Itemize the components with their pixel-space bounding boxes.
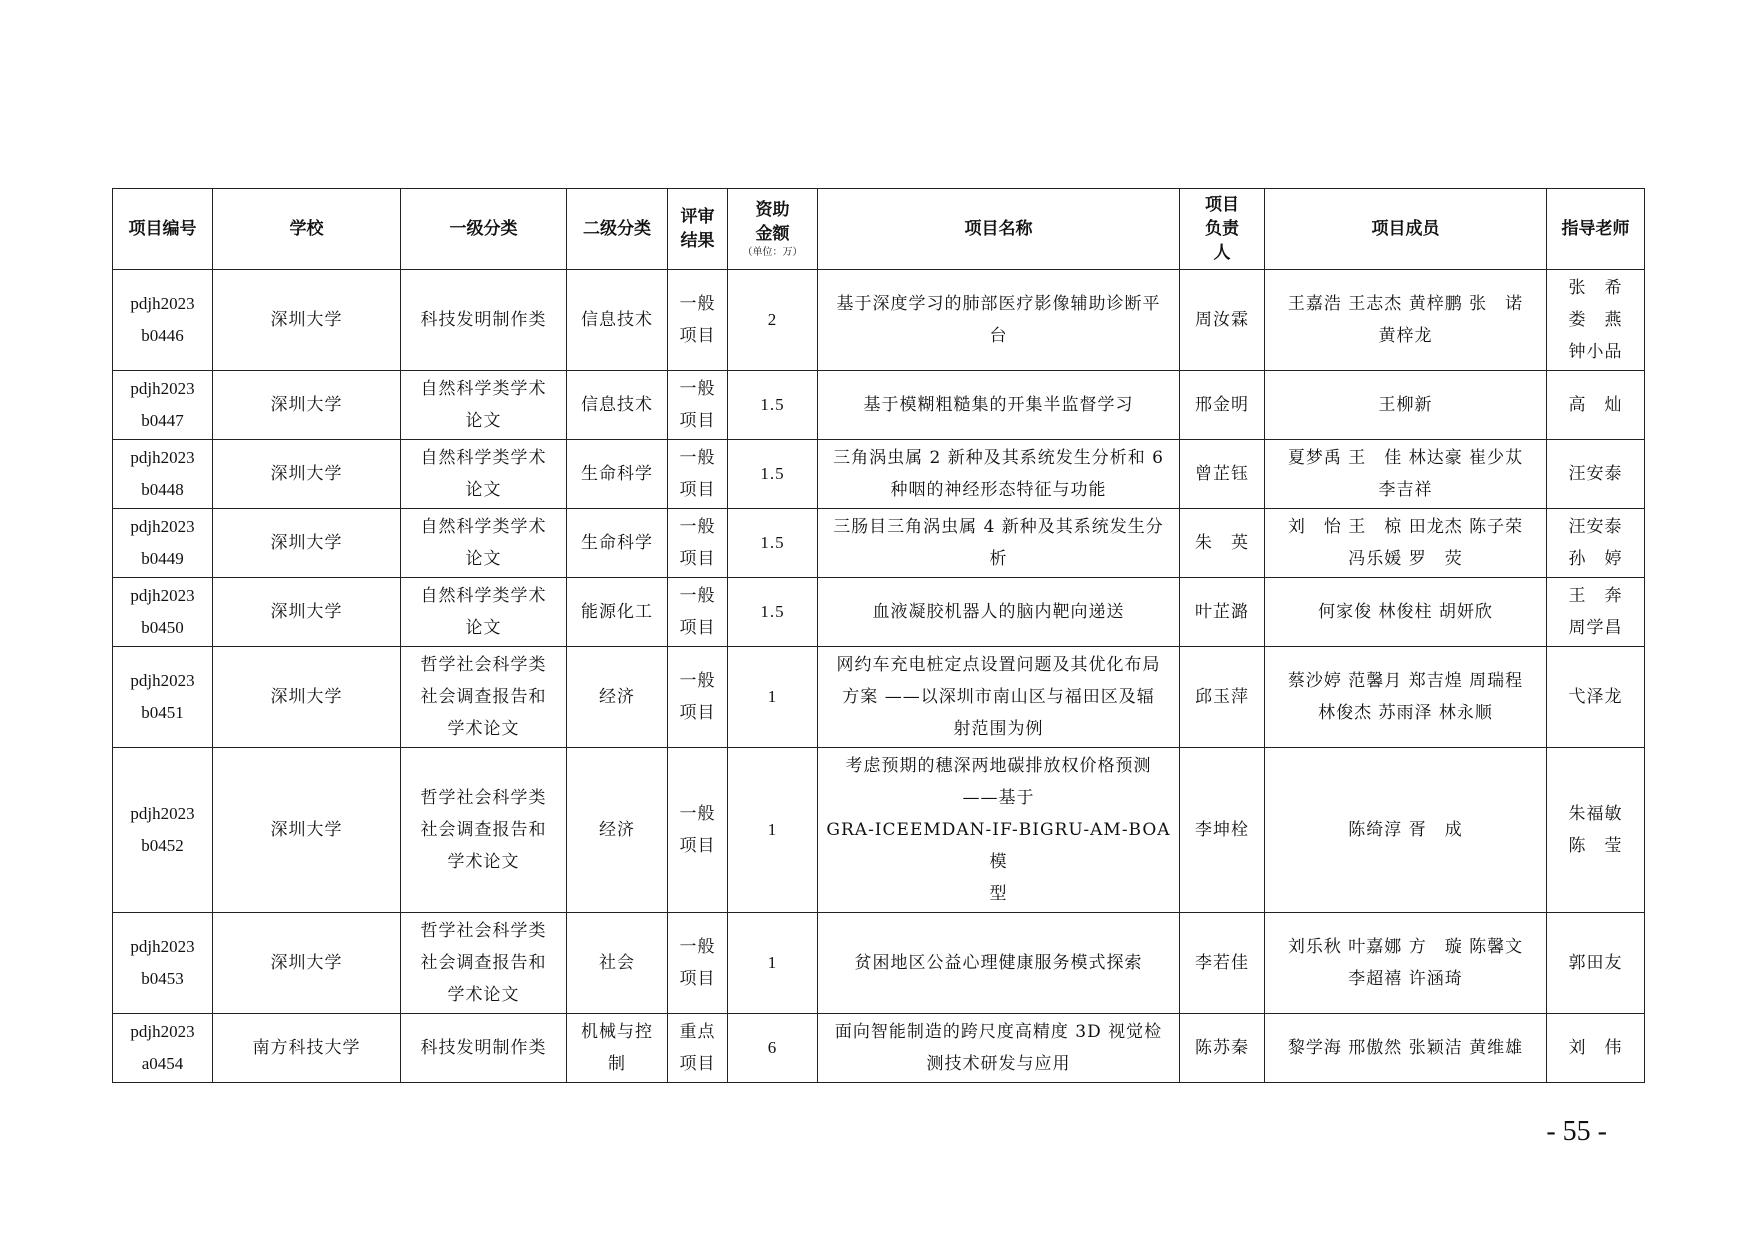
cell-code	[113, 509, 213, 578]
cell-advisor	[1547, 578, 1645, 647]
cell-advisor-line: 汪安泰	[1568, 517, 1623, 537]
cell-funding: 1.5	[728, 440, 818, 509]
cell-result	[668, 371, 728, 440]
cell-result-line: 一般	[679, 517, 716, 537]
cell-project-name	[818, 1014, 1180, 1083]
cell-members-line: 王柳新	[1378, 395, 1433, 415]
cell-school: 深圳大学	[213, 440, 401, 509]
cell-members-line: 黎学海 邢傲然 张颖洁 黄维雄	[1287, 1038, 1524, 1058]
cell-category1-line: 科技发明制作类	[420, 1038, 547, 1058]
cell-category2	[567, 647, 668, 748]
cell-code-line: b0448	[141, 480, 184, 499]
cell-members	[1265, 578, 1547, 647]
cell-code-line: pdjh2023	[130, 294, 195, 313]
header-row	[113, 189, 1645, 270]
cell-project-name-line: 三肠目三角涡虫属 4 新种及其系统发生分	[833, 517, 1164, 537]
cell-category1-line: 哲学社会科学类	[420, 655, 547, 675]
cell-members-line: 何家俊 林俊柱 胡妍欣	[1318, 602, 1493, 622]
cell-funding: 1.5	[728, 578, 818, 647]
cell-advisor	[1547, 748, 1645, 913]
header-category2: 二级分类	[567, 189, 668, 270]
cell-school: 深圳大学	[213, 748, 401, 913]
cell-result-line: 一般	[679, 294, 716, 314]
cell-code-line: pdjh2023	[130, 1022, 195, 1041]
cell-category1-line: 学术论文	[447, 985, 520, 1005]
cell-category1-line: 社会调查报告和	[420, 953, 547, 973]
cell-code-line: pdjh2023	[130, 586, 195, 605]
cell-members-line: 王嘉浩 王志杰 黄梓鹏 张 诺	[1287, 294, 1524, 314]
cell-advisor	[1547, 509, 1645, 578]
cell-members-line: 陈绮淳 胥 成	[1348, 820, 1463, 840]
cell-code-line: b0453	[141, 969, 184, 988]
cell-leader: 邱玉萍	[1180, 647, 1265, 748]
cell-result-line: 项目	[679, 703, 716, 723]
cell-project-name-line: 考虑预期的穗深两地碳排放权价格预测	[845, 756, 1152, 776]
cell-category1	[401, 371, 567, 440]
cell-category1	[401, 509, 567, 578]
cell-category1	[401, 270, 567, 371]
cell-result-line: 一般	[679, 448, 716, 468]
cell-advisor-line: 娄 燕	[1568, 310, 1623, 330]
cell-category2	[567, 578, 668, 647]
cell-leader: 朱 英	[1180, 509, 1265, 578]
cell-members	[1265, 509, 1547, 578]
table-row	[113, 578, 1645, 647]
table-row	[113, 748, 1645, 913]
page-number: - 55 -	[1546, 1116, 1607, 1147]
cell-leader: 周汝霖	[1180, 270, 1265, 371]
cell-code	[113, 371, 213, 440]
header-school: 学校	[213, 189, 401, 270]
header-leader-text: 项目 负责 人	[1205, 195, 1239, 263]
header-funding-unit: （单位：万）	[742, 247, 803, 258]
cell-result-line: 一般	[679, 586, 716, 606]
cell-code	[113, 1014, 213, 1083]
cell-code	[113, 440, 213, 509]
project-table	[112, 188, 1645, 1083]
cell-members-line: 刘 怡 王 椋 田龙杰 陈子荣	[1287, 517, 1524, 537]
cell-category1-line: 科技发明制作类	[420, 310, 547, 330]
cell-members	[1265, 647, 1547, 748]
table-row	[113, 913, 1645, 1014]
cell-code	[113, 578, 213, 647]
cell-category1	[401, 748, 567, 913]
cell-members	[1265, 913, 1547, 1014]
cell-code-line: b0451	[141, 703, 184, 722]
cell-result-line: 项目	[679, 969, 716, 989]
cell-result	[668, 748, 728, 913]
cell-category1	[401, 440, 567, 509]
header-members: 项目成员	[1265, 189, 1547, 270]
table-header	[113, 189, 1645, 270]
table-row	[113, 270, 1645, 371]
cell-result-line: 一般	[679, 671, 716, 691]
cell-funding: 2	[728, 270, 818, 371]
cell-members	[1265, 440, 1547, 509]
cell-advisor	[1547, 913, 1645, 1014]
cell-funding: 1	[728, 748, 818, 913]
cell-members	[1265, 270, 1547, 371]
cell-category2-line: 社会	[599, 953, 635, 973]
cell-result-line: 一般	[679, 379, 716, 399]
cell-advisor-line: 高 灿	[1568, 395, 1623, 415]
cell-leader: 李坤栓	[1180, 748, 1265, 913]
cell-advisor-line: 钟小品	[1568, 342, 1623, 362]
cell-category1-line: 社会调查报告和	[420, 820, 547, 840]
table-body	[113, 270, 1645, 1083]
cell-category1	[401, 647, 567, 748]
project-table-container	[112, 188, 1644, 1083]
cell-advisor-line: 陈 莹	[1568, 836, 1623, 856]
header-code: 项目编号	[113, 189, 213, 270]
cell-result-line: 项目	[679, 326, 716, 346]
cell-advisor	[1547, 270, 1645, 371]
cell-leader: 李若佳	[1180, 913, 1265, 1014]
cell-code-line: b0450	[141, 618, 184, 637]
cell-advisor-line: 张 希	[1568, 278, 1623, 298]
cell-result-line: 一般	[679, 804, 716, 824]
cell-category1-line: 论文	[465, 480, 502, 500]
cell-project-name-line: 贫困地区公益心理健康服务模式探索	[854, 953, 1143, 973]
cell-project-name-line: 基于模糊粗糙集的开集半监督学习	[863, 395, 1134, 415]
header-funding-text: 资助 金额	[755, 200, 790, 244]
cell-project-name	[818, 913, 1180, 1014]
cell-category2-line: 生命科学	[581, 464, 653, 484]
cell-project-name-line: 析	[989, 549, 1008, 569]
cell-school: 深圳大学	[213, 913, 401, 1014]
cell-category2-line: 信息技术	[581, 395, 653, 415]
cell-advisor-line: 朱福敏	[1568, 804, 1623, 824]
cell-project-name-line: 射范围为例	[953, 719, 1044, 739]
cell-category2-line: 能源化工	[581, 602, 653, 622]
cell-leader: 邢金明	[1180, 371, 1265, 440]
cell-members-line: 夏梦禹 王 佳 林达豪 崔少苁	[1287, 448, 1524, 468]
cell-result-line: 一般	[679, 937, 716, 957]
cell-project-name	[818, 578, 1180, 647]
cell-result-line: 项目	[679, 549, 716, 569]
cell-code-line: pdjh2023	[130, 804, 195, 823]
cell-funding: 1.5	[728, 371, 818, 440]
cell-members-line: 林俊杰 苏雨泽 林永顺	[1318, 703, 1493, 723]
cell-category2-line: 生命科学	[581, 533, 653, 553]
cell-result	[668, 509, 728, 578]
cell-category1-line: 论文	[465, 618, 502, 638]
cell-project-name-line: ——基于	[962, 788, 1035, 808]
cell-category1	[401, 1014, 567, 1083]
cell-project-name-line: 方案 ——以深圳市南山区与福田区及辐	[842, 687, 1155, 707]
cell-category2	[567, 371, 668, 440]
cell-members-line: 李超禧 许涵琦	[1348, 969, 1463, 989]
cell-category1-line: 哲学社会科学类	[420, 921, 547, 941]
cell-advisor-line: 郭田友	[1568, 953, 1623, 973]
cell-project-name	[818, 509, 1180, 578]
cell-school: 深圳大学	[213, 371, 401, 440]
cell-category1-line: 自然科学类学术	[420, 379, 547, 399]
cell-category1-line: 论文	[465, 411, 502, 431]
cell-project-name-line: 台	[989, 326, 1008, 346]
cell-members	[1265, 1014, 1547, 1083]
cell-category2-line: 信息技术	[581, 310, 653, 330]
table-row	[113, 1014, 1645, 1083]
cell-category2-line: 制	[608, 1054, 626, 1074]
cell-leader: 陈苏秦	[1180, 1014, 1265, 1083]
cell-category1	[401, 578, 567, 647]
cell-result-line: 项目	[679, 836, 716, 856]
header-category1: 一级分类	[401, 189, 567, 270]
cell-members-line: 蔡沙婷 范馨月 郑吉煌 周瑞程	[1287, 671, 1524, 691]
cell-category2	[567, 270, 668, 371]
cell-result-line: 项目	[679, 411, 716, 431]
cell-code-line: b0447	[141, 411, 184, 430]
cell-funding: 1	[728, 647, 818, 748]
cell-members	[1265, 748, 1547, 913]
cell-members-line: 冯乐媛 罗 荧	[1348, 549, 1463, 569]
cell-project-name-line: 血液凝胶机器人的脑内靶向递送	[872, 602, 1125, 622]
cell-category1-line: 哲学社会科学类	[420, 788, 547, 808]
cell-school: 深圳大学	[213, 578, 401, 647]
header-name: 项目名称	[818, 189, 1180, 270]
header-leader	[1180, 189, 1265, 270]
cell-advisor	[1547, 371, 1645, 440]
cell-code-line: pdjh2023	[130, 379, 195, 398]
table-row	[113, 647, 1645, 748]
cell-code-line: pdjh2023	[130, 517, 195, 536]
cell-project-name-line: 型	[989, 884, 1008, 904]
cell-project-name-line: 种咽的神经形态特征与功能	[890, 480, 1107, 500]
cell-category2	[567, 913, 668, 1014]
cell-result	[668, 578, 728, 647]
cell-leader: 曾芷钰	[1180, 440, 1265, 509]
cell-code	[113, 913, 213, 1014]
cell-project-name-line: 网约车充电桩定点设置问题及其优化布局	[836, 655, 1161, 675]
cell-category2	[567, 509, 668, 578]
cell-project-name-line: 基于深度学习的肺部医疗影像辅助诊断平	[836, 294, 1161, 314]
header-result	[668, 189, 728, 270]
cell-result	[668, 913, 728, 1014]
table-row	[113, 440, 1645, 509]
cell-members-line: 黄梓龙	[1378, 326, 1433, 346]
cell-result	[668, 1014, 728, 1083]
cell-code-line: b0449	[141, 549, 184, 568]
cell-school: 深圳大学	[213, 509, 401, 578]
cell-project-name	[818, 270, 1180, 371]
cell-project-name	[818, 440, 1180, 509]
cell-code-line: b0452	[141, 836, 184, 855]
cell-code	[113, 748, 213, 913]
cell-category1	[401, 913, 567, 1014]
cell-advisor-line: 孙 婷	[1568, 549, 1623, 569]
cell-project-name-line: 面向智能制造的跨尺度高精度 3D 视觉检	[834, 1022, 1163, 1042]
table-row	[113, 509, 1645, 578]
cell-project-name	[818, 748, 1180, 913]
cell-advisor-line: 王 奔	[1568, 586, 1623, 606]
cell-funding: 1.5	[728, 509, 818, 578]
cell-category2	[567, 1014, 668, 1083]
cell-school: 南方科技大学	[213, 1014, 401, 1083]
cell-project-name-line: 测技术研发与应用	[926, 1054, 1071, 1074]
cell-leader: 叶芷潞	[1180, 578, 1265, 647]
cell-advisor-line: 弋泽龙	[1568, 687, 1623, 707]
cell-result-line: 项目	[679, 480, 716, 500]
cell-category2-line: 机械与控	[581, 1022, 653, 1042]
cell-members-line: 李吉祥	[1378, 480, 1433, 500]
cell-category2	[567, 440, 668, 509]
cell-category2-line: 经济	[599, 687, 635, 707]
cell-members	[1265, 371, 1547, 440]
cell-funding: 1	[728, 913, 818, 1014]
cell-category1-line: 学术论文	[447, 852, 520, 872]
cell-category1-line: 论文	[465, 549, 502, 569]
cell-school: 深圳大学	[213, 270, 401, 371]
cell-category1-line: 社会调查报告和	[420, 687, 547, 707]
cell-advisor	[1547, 1014, 1645, 1083]
cell-advisor-line: 汪安泰	[1568, 464, 1623, 484]
cell-advisor	[1547, 440, 1645, 509]
cell-result-line: 项目	[679, 1054, 716, 1074]
cell-category2-line: 经济	[599, 820, 635, 840]
cell-code	[113, 647, 213, 748]
cell-result	[668, 647, 728, 748]
header-funding	[728, 189, 818, 270]
cell-code-line: b0446	[141, 326, 184, 345]
cell-code-line: pdjh2023	[130, 937, 195, 956]
cell-code-line: a0454	[141, 1054, 184, 1073]
cell-project-name	[818, 647, 1180, 748]
cell-funding: 6	[728, 1014, 818, 1083]
cell-code-line: pdjh2023	[130, 671, 195, 690]
cell-category1-line: 自然科学类学术	[420, 448, 547, 468]
cell-school: 深圳大学	[213, 647, 401, 748]
cell-advisor-line: 刘 伟	[1568, 1038, 1623, 1058]
cell-code-line: pdjh2023	[130, 448, 195, 467]
cell-project-name-line: GRA-ICEEMDAN-IF-BIGRU-AM-BOA 模	[826, 820, 1171, 872]
cell-category1-line: 自然科学类学术	[420, 586, 547, 606]
cell-result	[668, 440, 728, 509]
cell-advisor	[1547, 647, 1645, 748]
cell-advisor-line: 周学昌	[1568, 618, 1623, 638]
cell-result-line: 重点	[679, 1022, 716, 1042]
cell-category2	[567, 748, 668, 913]
cell-project-name	[818, 371, 1180, 440]
cell-code	[113, 270, 213, 371]
header-result-text: 评审 结果	[680, 207, 715, 251]
cell-result-line: 项目	[679, 618, 716, 638]
table-row	[113, 371, 1645, 440]
cell-category1-line: 学术论文	[447, 719, 520, 739]
cell-category1-line: 自然科学类学术	[420, 517, 547, 537]
header-advisor: 指导老师	[1547, 189, 1645, 270]
cell-project-name-line: 三角涡虫属 2 新种及其系统发生分析和 6	[833, 448, 1164, 468]
cell-result	[668, 270, 728, 371]
cell-members-line: 刘乐秋 叶嘉娜 方 璇 陈馨文	[1287, 937, 1524, 957]
